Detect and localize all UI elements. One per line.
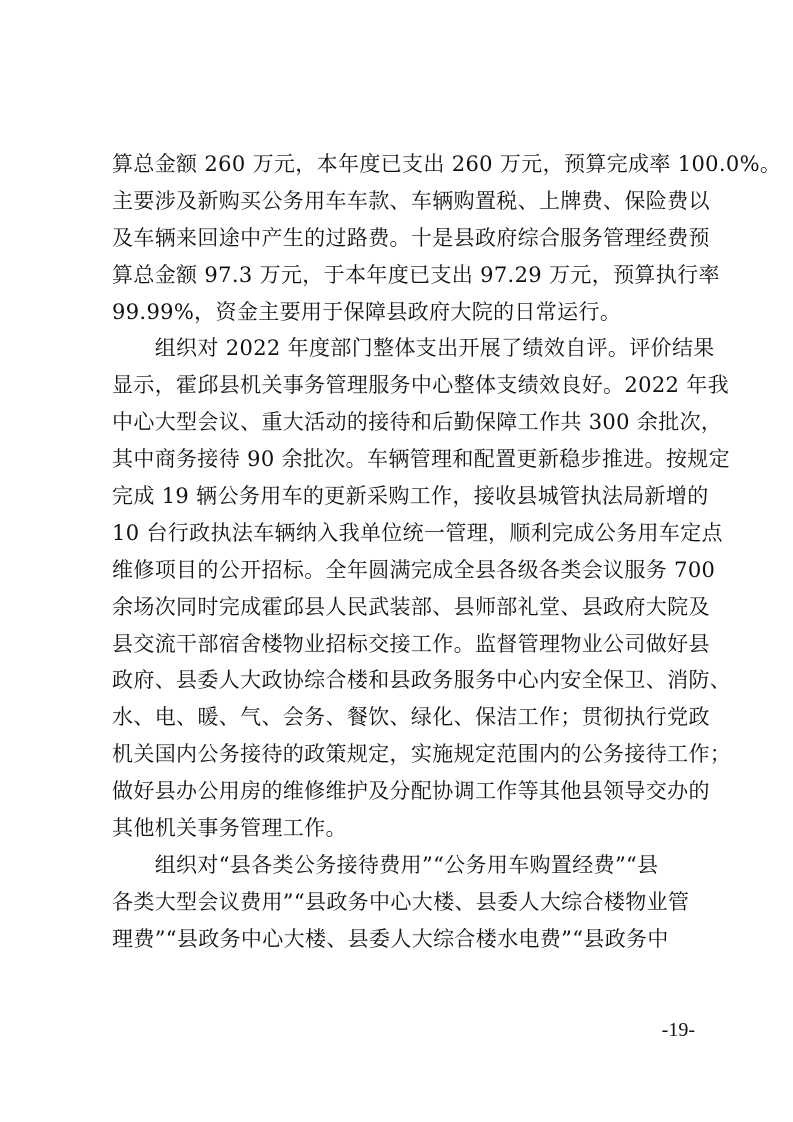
text-line: 水、电、暖、气、会务、餐饮、绿化、保洁工作；贯彻执行党政: [112, 705, 710, 730]
text-line: 99.99%，资金主要用于保障县政府大院的日常运行。: [112, 299, 622, 324]
page-number: -19-: [661, 1019, 695, 1041]
text-line: 中心大型会议、重大活动的接待和后勤保障工作共 300 余批次，: [112, 410, 723, 435]
text-line: 组织对 2022 年度部门整体支出开展了绩效自评。评价结果: [112, 336, 715, 361]
text-line: 主要涉及新购买公务用车车款、车辆购置税、上牌费、保险费以: [112, 188, 710, 213]
text-line: 及车辆来回途中产生的过路费。十是县政府综合服务管理经费预: [112, 225, 710, 250]
text-line: 显示，霍邱县机关事务管理服务中心整体支绩效良好。2022 年我: [112, 373, 729, 398]
text-line: 政府、县委人大政协综合楼和县政务服务中心内安全保卫、消防、: [112, 668, 732, 693]
text-line: 理费”“县政务中心大楼、县委人大综合楼水电费”“县政务中: [112, 926, 669, 951]
text-line: 余场次同时完成霍邱县人民武装部、县师部礼堂、县政府大院及: [112, 594, 710, 619]
text-line: 10 台行政执法车辆纳入我单位统一管理，顺利完成公务用车定点: [112, 520, 723, 545]
text-line: 其中商务接待 90 余批次。车辆管理和配置更新稳步推进。按规定: [112, 447, 730, 472]
text-line: 维修项目的公开招标。全年圆满完成全县各级各类会议服务 700: [112, 557, 716, 582]
text-line: 各类大型会议费用”“县政务中心大楼、县委人大综合楼物业管: [112, 889, 690, 914]
text-line: 做好县办公用房的维修维护及分配协调工作等其他县领导交办的: [112, 779, 710, 804]
text-line: 算总金额 260 万元，本年度已支出 260 万元，预算完成率 100.0%。: [112, 152, 782, 176]
body-text: [112, 146, 782, 958]
text-line: 完成 19 辆公务用车的更新采购工作，接收县城管执法局新增的: [112, 484, 709, 509]
text-line: 组织对“县各类公务接待费用”“公务用车购置经费”“县: [112, 852, 659, 877]
text-line: 其他机关事务管理工作。: [112, 816, 347, 841]
text-line: 算总金额 97.3 万元，于本年度已支出 97.29 万元，预算执行率: [112, 262, 720, 287]
text-line: 县交流干部宿舍楼物业招标交接工作。监督管理物业公司做好县: [112, 631, 710, 656]
text-line: 机关国内公务接待的政策规定，实施规定范围内的公务接待工作；: [112, 742, 732, 767]
